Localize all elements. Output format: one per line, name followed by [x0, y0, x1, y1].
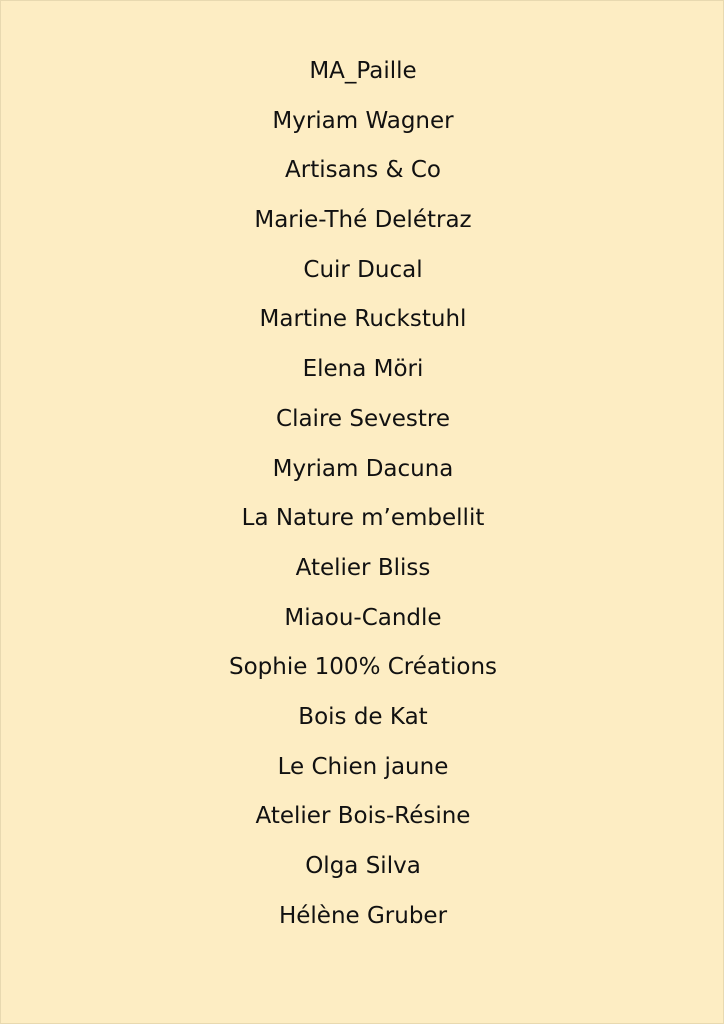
exhibitor-name: Myriam Dacuna	[272, 455, 454, 482]
exhibitor-name: Olga Silva	[305, 853, 421, 879]
exhibitor-name: Atelier Bois-Résine	[255, 803, 471, 830]
exhibitor-name: Claire Sevestre	[276, 405, 450, 432]
exhibitor-name: Marie-Thé Delétraz	[254, 207, 472, 234]
exhibitor-name: La Nature m’embellit	[241, 505, 485, 532]
exhibitor-name: Miaou-Candle	[284, 604, 442, 631]
exhibitor-name: Myriam Wagner	[272, 107, 454, 134]
exhibitor-name: Martine Ruckstuhl	[259, 306, 467, 333]
exhibitor-name-list	[1, 47, 724, 941]
exhibitor-name: MA_Paille	[309, 58, 417, 84]
exhibitor-name: Sophie 100% Créations	[228, 654, 498, 681]
exhibitor-name: Cuir Ducal	[303, 256, 423, 283]
exhibitor-name: Atelier Bliss	[295, 554, 431, 581]
exhibitor-name: Le Chien jaune	[277, 753, 449, 780]
exhibitor-name: Elena Möri	[302, 356, 424, 383]
exhibitor-name: Bois de Kat	[298, 703, 428, 730]
exhibitor-name: Artisans & Co	[285, 157, 441, 184]
exhibitor-name: Hélène Gruber	[278, 902, 448, 929]
